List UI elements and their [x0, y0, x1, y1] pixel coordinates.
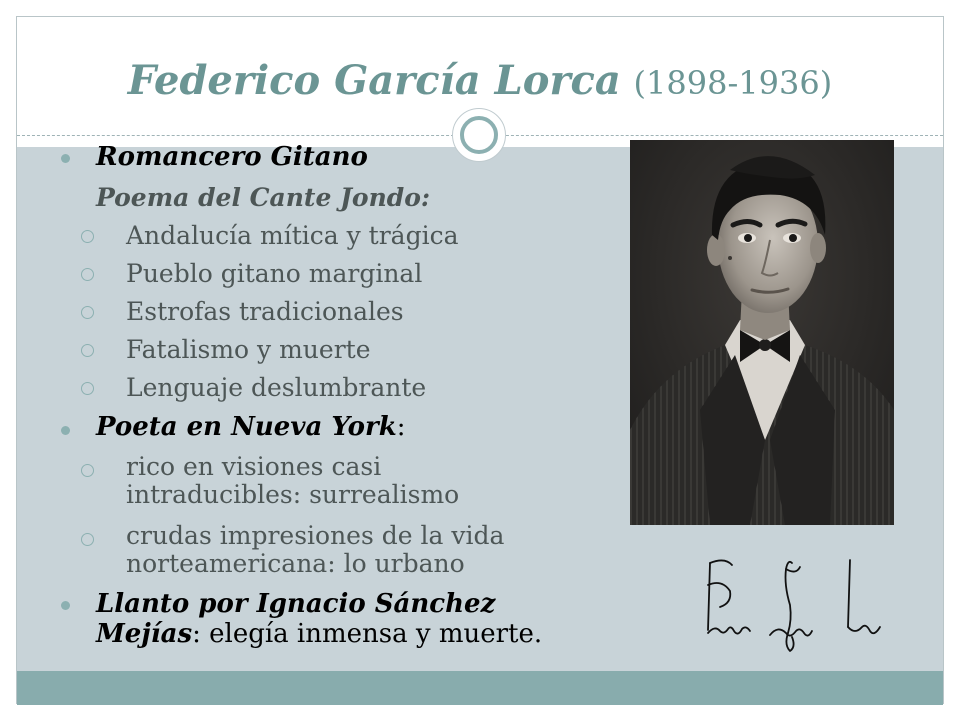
item-poeta-colon: :: [396, 412, 406, 442]
bullet-ring-icon: [81, 382, 94, 395]
bullet-ring-icon: [81, 533, 94, 546]
portrait-photo: [630, 140, 894, 525]
item-poema-cante-jondo: Poema del Cante Jondo:: [96, 183, 431, 212]
divider-circle-inner: [460, 116, 498, 154]
item-llanto: Llanto por Ignacio Sánchez: [96, 589, 496, 619]
bullet-dot-icon: [61, 154, 70, 163]
bullet-ring-icon: [81, 268, 94, 281]
sub-item-line: rico en visiones casi: [126, 452, 382, 481]
signature-drawing: [700, 555, 890, 655]
item-poeta-title: Poeta en Nueva York: [96, 412, 397, 442]
sub-item: Andalucía mítica y trágica: [126, 221, 459, 250]
sub-item: Fatalismo y muerte: [126, 335, 371, 364]
bullet-dot-icon: [61, 601, 70, 610]
sub-item-line: intraducibles: surrealismo: [126, 480, 460, 509]
portrait-illustration: [630, 140, 894, 525]
bullet-ring-icon: [81, 344, 94, 357]
item-romancero: Romancero Gitano: [96, 142, 368, 172]
item-poeta-nueva-york: [96, 412, 405, 442]
bullet-ring-icon: [81, 230, 94, 243]
bullet-ring-icon: [81, 306, 94, 319]
item-llanto-mejias: Mejías: [96, 619, 193, 649]
divider-circle-icon: [452, 108, 506, 162]
sub-item: Lenguaje deslumbrante: [126, 373, 427, 402]
item-llanto-rest: : elegía inmensa y muerte.: [192, 619, 543, 649]
bullet-ring-icon: [81, 464, 94, 477]
slide-title: [17, 57, 943, 104]
sub-item: Pueblo gitano marginal: [126, 259, 423, 288]
sub-item-line: crudas impresiones de la vida: [126, 521, 505, 550]
sub-item: Estrofas tradicionales: [126, 297, 404, 326]
bullet-dot-icon: [61, 426, 70, 435]
bottom-band: [17, 671, 943, 705]
title-dates: (1898-1936): [633, 64, 833, 102]
sub-item-line: norteamericana: lo urbano: [126, 549, 465, 578]
title-name: Federico García Lorca: [127, 57, 621, 104]
signature: [700, 555, 890, 655]
item-llanto-line2: [96, 619, 542, 649]
